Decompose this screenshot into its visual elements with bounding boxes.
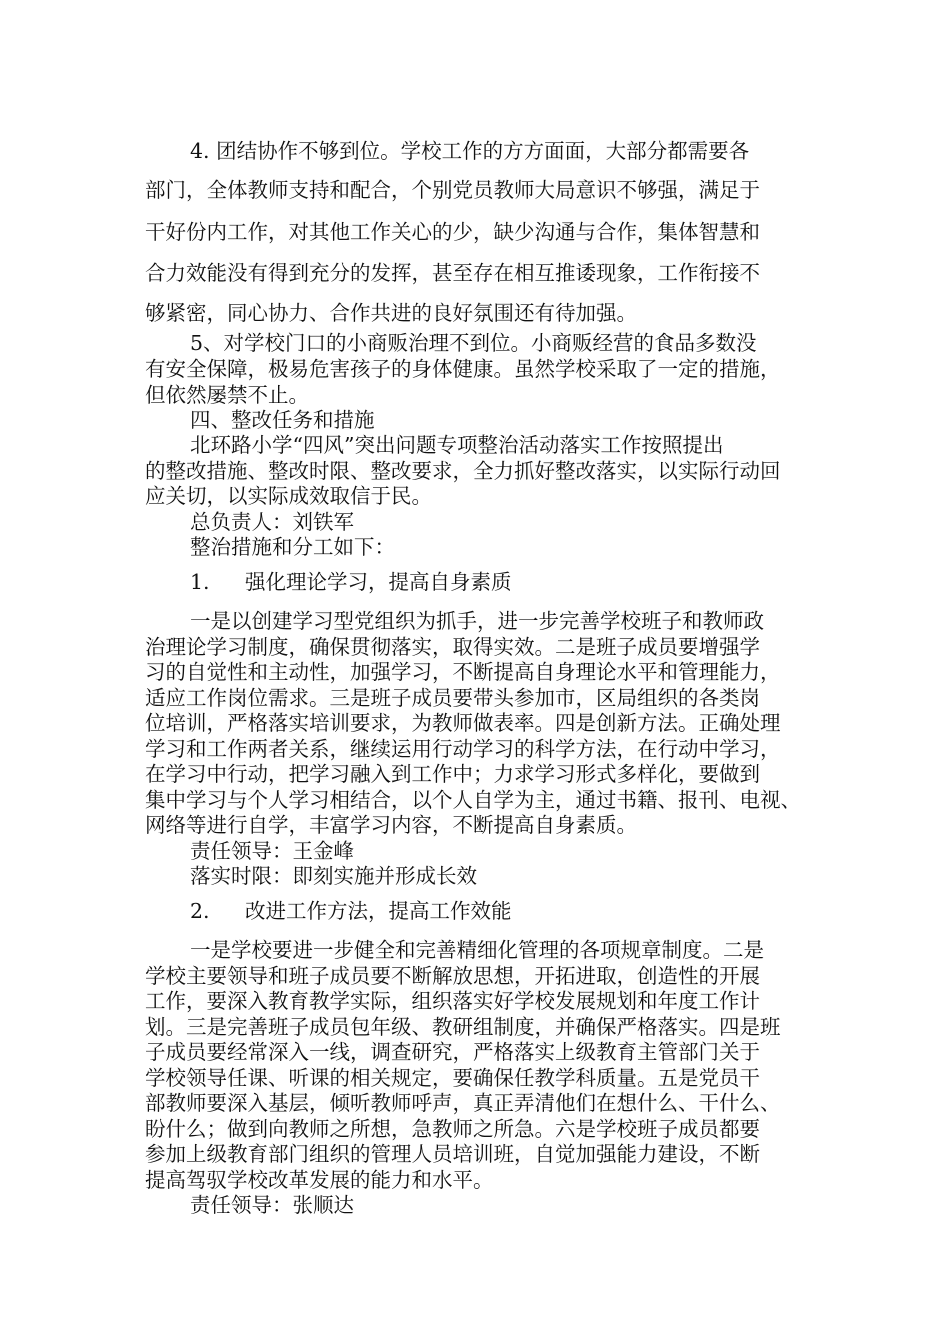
text-line: 在学习中行动，把学习融入到工作中；力求学习形式多样化，要做到 — [145, 762, 760, 786]
subsection-number: 1. — [190, 570, 210, 594]
text-line: 总负责人：刘铁军 — [190, 510, 354, 534]
text-line: 子成员要经常深入一线，调查研究，严格落实上级教育主管部门关于 — [145, 1040, 760, 1064]
text-line: 一是以创建学习型党组织为抓手，进一步完善学校班子和教师政 — [190, 609, 764, 633]
subsection-title: 强化理论学习，提高自身素质 — [245, 570, 512, 594]
text-line: 学校主要领导和班子成员要不断解放思想，开拓进取，创造性的开展 — [145, 964, 760, 988]
text-line: 责任领导：王金峰 — [190, 839, 354, 863]
subsection-title: 改进工作方法，提高工作效能 — [245, 899, 512, 923]
text-line: 集中学习与个人学习相结合，以个人自学为主，通过书籍、报刊、电视、 — [145, 788, 801, 812]
subsection-heading — [190, 901, 512, 922]
text-line: 提高驾驭学校改革发展的能力和水平。 — [145, 1168, 494, 1192]
text-line: 划。三是完善班子成员包年级、教研组制度，并确保严格落实。四是班 — [145, 1015, 781, 1039]
text-line: 习的自觉性和主动性，加强学习，不断提高自身理论水平和管理能力， — [145, 660, 781, 684]
text-line: 有安全保障，极易危害孩子的身体健康。虽然学校采取了一定的措施， — [145, 357, 781, 381]
text-line: 适应工作岗位需求。三是班子成员要带头参加市，区局组织的各类岗 — [145, 686, 760, 710]
subsection-heading — [190, 572, 512, 593]
text-line: 参加上级教育部门组织的管理人员培训班，自觉加强能力建设，不断 — [145, 1142, 760, 1166]
text-line: 位培训，严格落实培训要求，为教师做表率。四是创新方法。正确处理 — [145, 711, 781, 735]
text-line: 责任领导：张顺达 — [190, 1193, 354, 1217]
text-line: 但依然屡禁不止。 — [145, 383, 309, 407]
text-line: 盼什么；做到向教师之所想，急教师之所急。六是学校班子成员都要 — [145, 1117, 760, 1141]
text-line: 落实时限：即刻实施并形成长效 — [190, 864, 477, 888]
text-line: 干好份内工作，对其他工作关心的少，缺少沟通与合作，集体智慧和 — [145, 220, 760, 244]
text-line: 治理论学习制度，确保贯彻落实，取得实效。二是班子成员要增强学 — [145, 635, 760, 659]
text-line: 合力效能没有得到充分的发挥，甚至存在相互推诿现象，工作衔接不 — [145, 261, 760, 285]
section-heading: 四、整改任务和措施 — [190, 408, 375, 432]
text-line: 北环路小学“四风”突出问题专项整治活动落实工作按照提出 — [190, 433, 724, 457]
text-line: 学校领导任课、听课的相关规定，要确保任教学科质量。五是党员干 — [145, 1066, 760, 1090]
text-line: 应关切，以实际成效取信于民。 — [145, 484, 432, 508]
text-line: 5、对学校门口的小商贩治理不到位。小商贩经营的食品多数没 — [190, 331, 757, 355]
text-line: 整治措施和分工如下： — [190, 535, 395, 559]
text-line: 部门，全体教师支持和配合，个别党员教师大局意识不够强，满足于 — [145, 178, 760, 202]
text-line: 网络等进行自学，丰富学习内容，不断提高自身素质。 — [145, 813, 637, 837]
text-line: 4. 团结协作不够到位。学校工作的方方面面，大部分都需要各 — [190, 139, 750, 163]
text-line: 够紧密，同心协力、合作共进的良好氛围还有待加强。 — [145, 301, 637, 325]
subsection-number: 2. — [190, 899, 210, 923]
text-line: 的整改措施、整改时限、整改要求，全力抓好整改落实，以实际行动回 — [145, 459, 781, 483]
text-line: 工作，要深入教育教学实际，组织落实好学校发展规划和年度工作计 — [145, 989, 760, 1013]
text-line: 部教师要深入基层，倾听教师呼声，真正弄清他们在想什么、干什么、 — [145, 1091, 781, 1115]
text-line: 一是学校要进一步健全和完善精细化管理的各项规章制度。二是 — [190, 938, 764, 962]
text-line: 学习和工作两者关系，继续运用行动学习的科学方法，在行动中学习， — [145, 737, 781, 761]
